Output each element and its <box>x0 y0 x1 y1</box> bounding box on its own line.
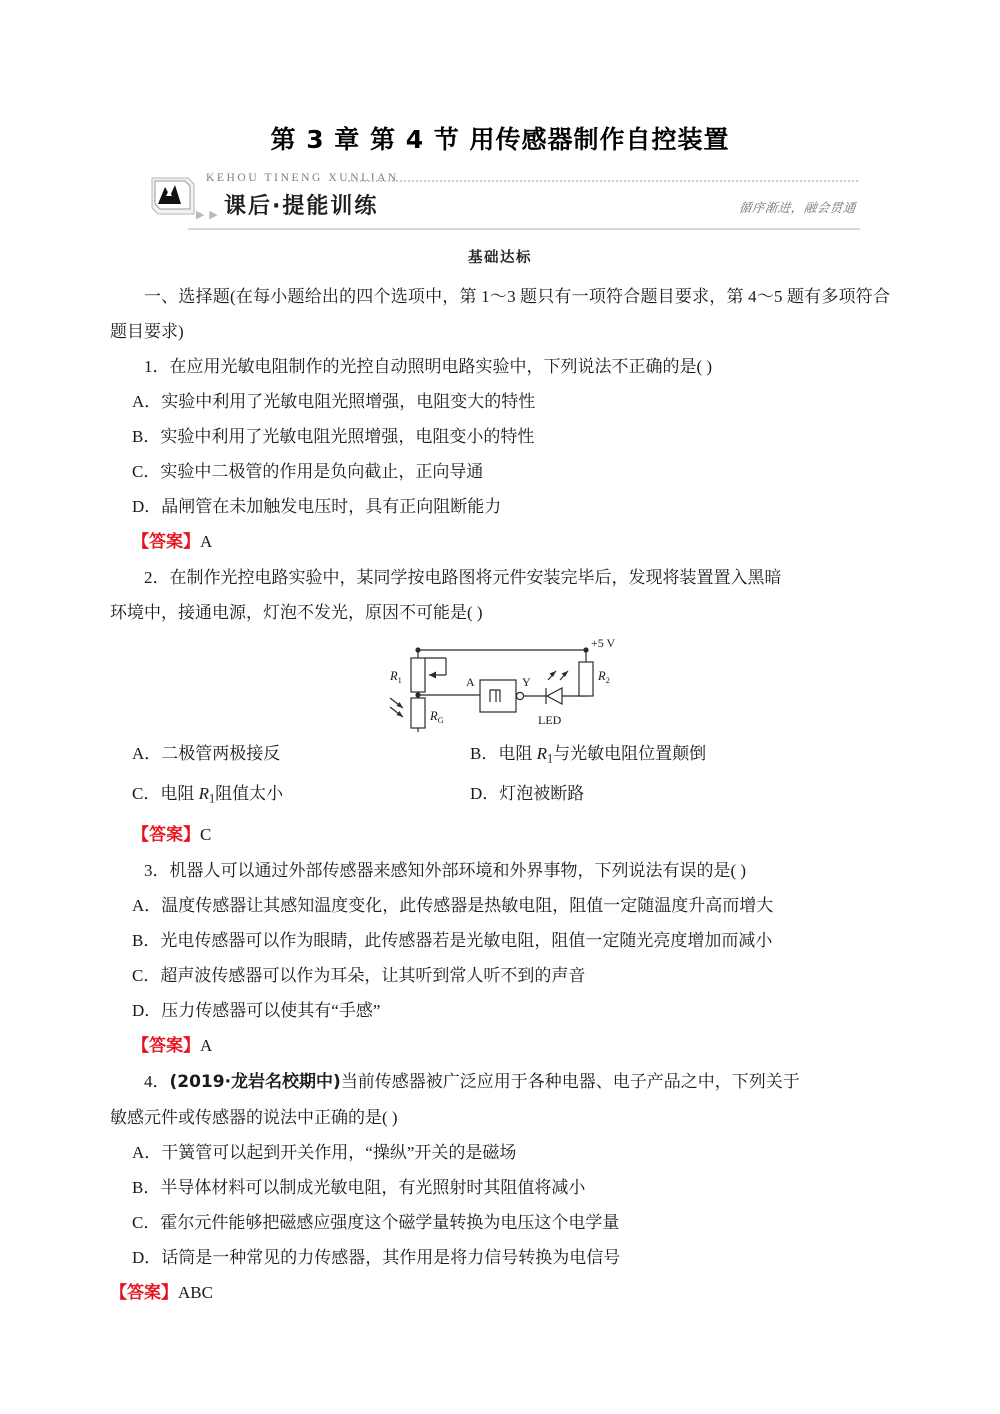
banner-divider <box>188 228 860 230</box>
question-stem: 3．机器人可以通过外部传感器来感知外部环境和外界事物，下列说法有误的是( ) <box>144 860 747 880</box>
circuit-label-output-y: Y <box>522 675 531 689</box>
question-4 <box>110 1064 890 1311</box>
option-c[interactable]: C．实验中二极管的作用是负向截止，正向导通 <box>132 462 484 481</box>
answer-label: 【答案】 <box>132 532 200 552</box>
question-list <box>110 267 890 1311</box>
option-a[interactable]: A．二极管两极接反 <box>132 744 281 763</box>
question-1 <box>110 349 890 560</box>
mountain-logo-icon <box>148 174 196 220</box>
answer-line <box>110 1275 890 1311</box>
circuit-label-r1: $R_1$ <box>390 669 402 685</box>
circuit-label-rg: $R_G$ <box>430 709 444 725</box>
banner-title: 课后·提能训练 <box>224 194 379 219</box>
banner-motto: 循序渐进，融会贯通 <box>738 201 857 215</box>
question-2 <box>110 560 890 853</box>
option-d[interactable]: D．灯泡被断路 <box>470 784 585 804</box>
page-title: 第 3 章 第 4 节 用传感器制作自控装置 <box>270 125 730 154</box>
question-number: 4． <box>144 1071 170 1091</box>
question-3 <box>110 853 890 1064</box>
answer-label: 【答案】 <box>132 824 200 845</box>
photocontrol-circuit-diagram <box>370 636 630 732</box>
banner-dotted-rule <box>348 180 858 182</box>
circuit-label-supply: +5 V <box>591 636 616 650</box>
option-b[interactable]: B．电阻 $R_1$与光敏电阻位置颠倒 <box>470 744 707 766</box>
question-stem-line-1 <box>110 1064 890 1100</box>
instructions-paragraph: 一、选择题(在每小题给出的四个选项中，第 1～3 题只有一项符合题目要求，第 4～5 题有多项符合题目要求) <box>110 287 890 341</box>
answer-value: A <box>200 532 213 551</box>
option-row-1 <box>110 736 890 776</box>
option-d[interactable]: D．话筒是一种常见的力传感器，其作用是将力信号转换为电信号 <box>132 1247 621 1267</box>
section-heading: 基础达标 <box>468 250 532 266</box>
option-b[interactable]: B．实验中利用了光敏电阻光照增强，电阻变小的特性 <box>132 427 535 446</box>
circuit-label-r2: $R_2$ <box>598 669 610 685</box>
answer-value: ABC <box>178 1282 213 1302</box>
option-c[interactable]: C．超声波传感器可以作为耳朵，让其听到常人听不到的声音 <box>132 965 586 985</box>
circuit-label-led: LED <box>538 713 562 727</box>
option-c[interactable]: C．电阻 $R_1$阻值太小 <box>132 784 284 806</box>
question-stem: 1．在应用光敏电阻制作的光控自动照明电路实验中，下列说法不正确的是( ) <box>144 357 713 376</box>
answer-label: 【答案】 <box>110 1282 178 1303</box>
option-b[interactable]: B．半导体材料可以制成光敏电阻，有光照射时其阻值将减小 <box>132 1177 586 1197</box>
option-c[interactable]: C．霍尔元件能够把磁感应强度这个磁学量转换为电压这个电学量 <box>132 1212 620 1232</box>
option-d[interactable]: D．压力传感器可以使其有“手感” <box>132 1000 381 1020</box>
option-a[interactable]: A．实验中利用了光敏电阻光照增强，电阻变大的特性 <box>132 392 536 411</box>
answer-value: C <box>200 824 212 844</box>
option-b[interactable]: B．光电传感器可以作为眼睛，此传感器若是光敏电阻，阻值一定随光亮度增加而减小 <box>132 930 773 950</box>
option-a[interactable]: A．温度传感器让其感知温度变化，此传感器是热敏电阻，阻值一定随温度升高而增大 <box>132 895 774 915</box>
question-stem-line-1: 2．在制作光控电路实验中，某同学按电路图将元件安装完毕后，发现将装置置入黑暗 <box>144 568 782 587</box>
banner-pinyin: KEHOU TINENG XUNLIAN <box>206 172 399 184</box>
question-stem-line-2: 环境中，接通电源，灯泡不发光，原因不可能是( ) <box>110 603 483 622</box>
circuit-label-input-a: A <box>466 675 475 689</box>
answer-label: 【答案】 <box>132 1035 200 1056</box>
answer-value: A <box>200 1035 213 1055</box>
answer-line <box>132 524 890 560</box>
option-row-2 <box>110 776 890 816</box>
question-source: (2019·龙岩名校期中) <box>169 1071 341 1092</box>
section-banner <box>148 172 860 230</box>
question-stem-line-2: 敏感元件或传感器的说法中正确的是( ) <box>110 1107 398 1127</box>
answer-line <box>132 817 890 853</box>
question-stem-rest: 当前传感器被广泛应用于各种电器、电子产品之中，下列关于 <box>340 1071 800 1091</box>
option-a[interactable]: A．干簧管可以起到开关作用，“操纵”开关的是磁场 <box>132 1142 517 1162</box>
banner-arrow-icon: ▶ ▶ <box>196 209 219 221</box>
option-d[interactable]: D．晶闸管在未加触发电压时，具有正向阻断能力 <box>132 497 502 516</box>
answer-line <box>132 1028 890 1064</box>
circuit-figure <box>110 636 890 732</box>
